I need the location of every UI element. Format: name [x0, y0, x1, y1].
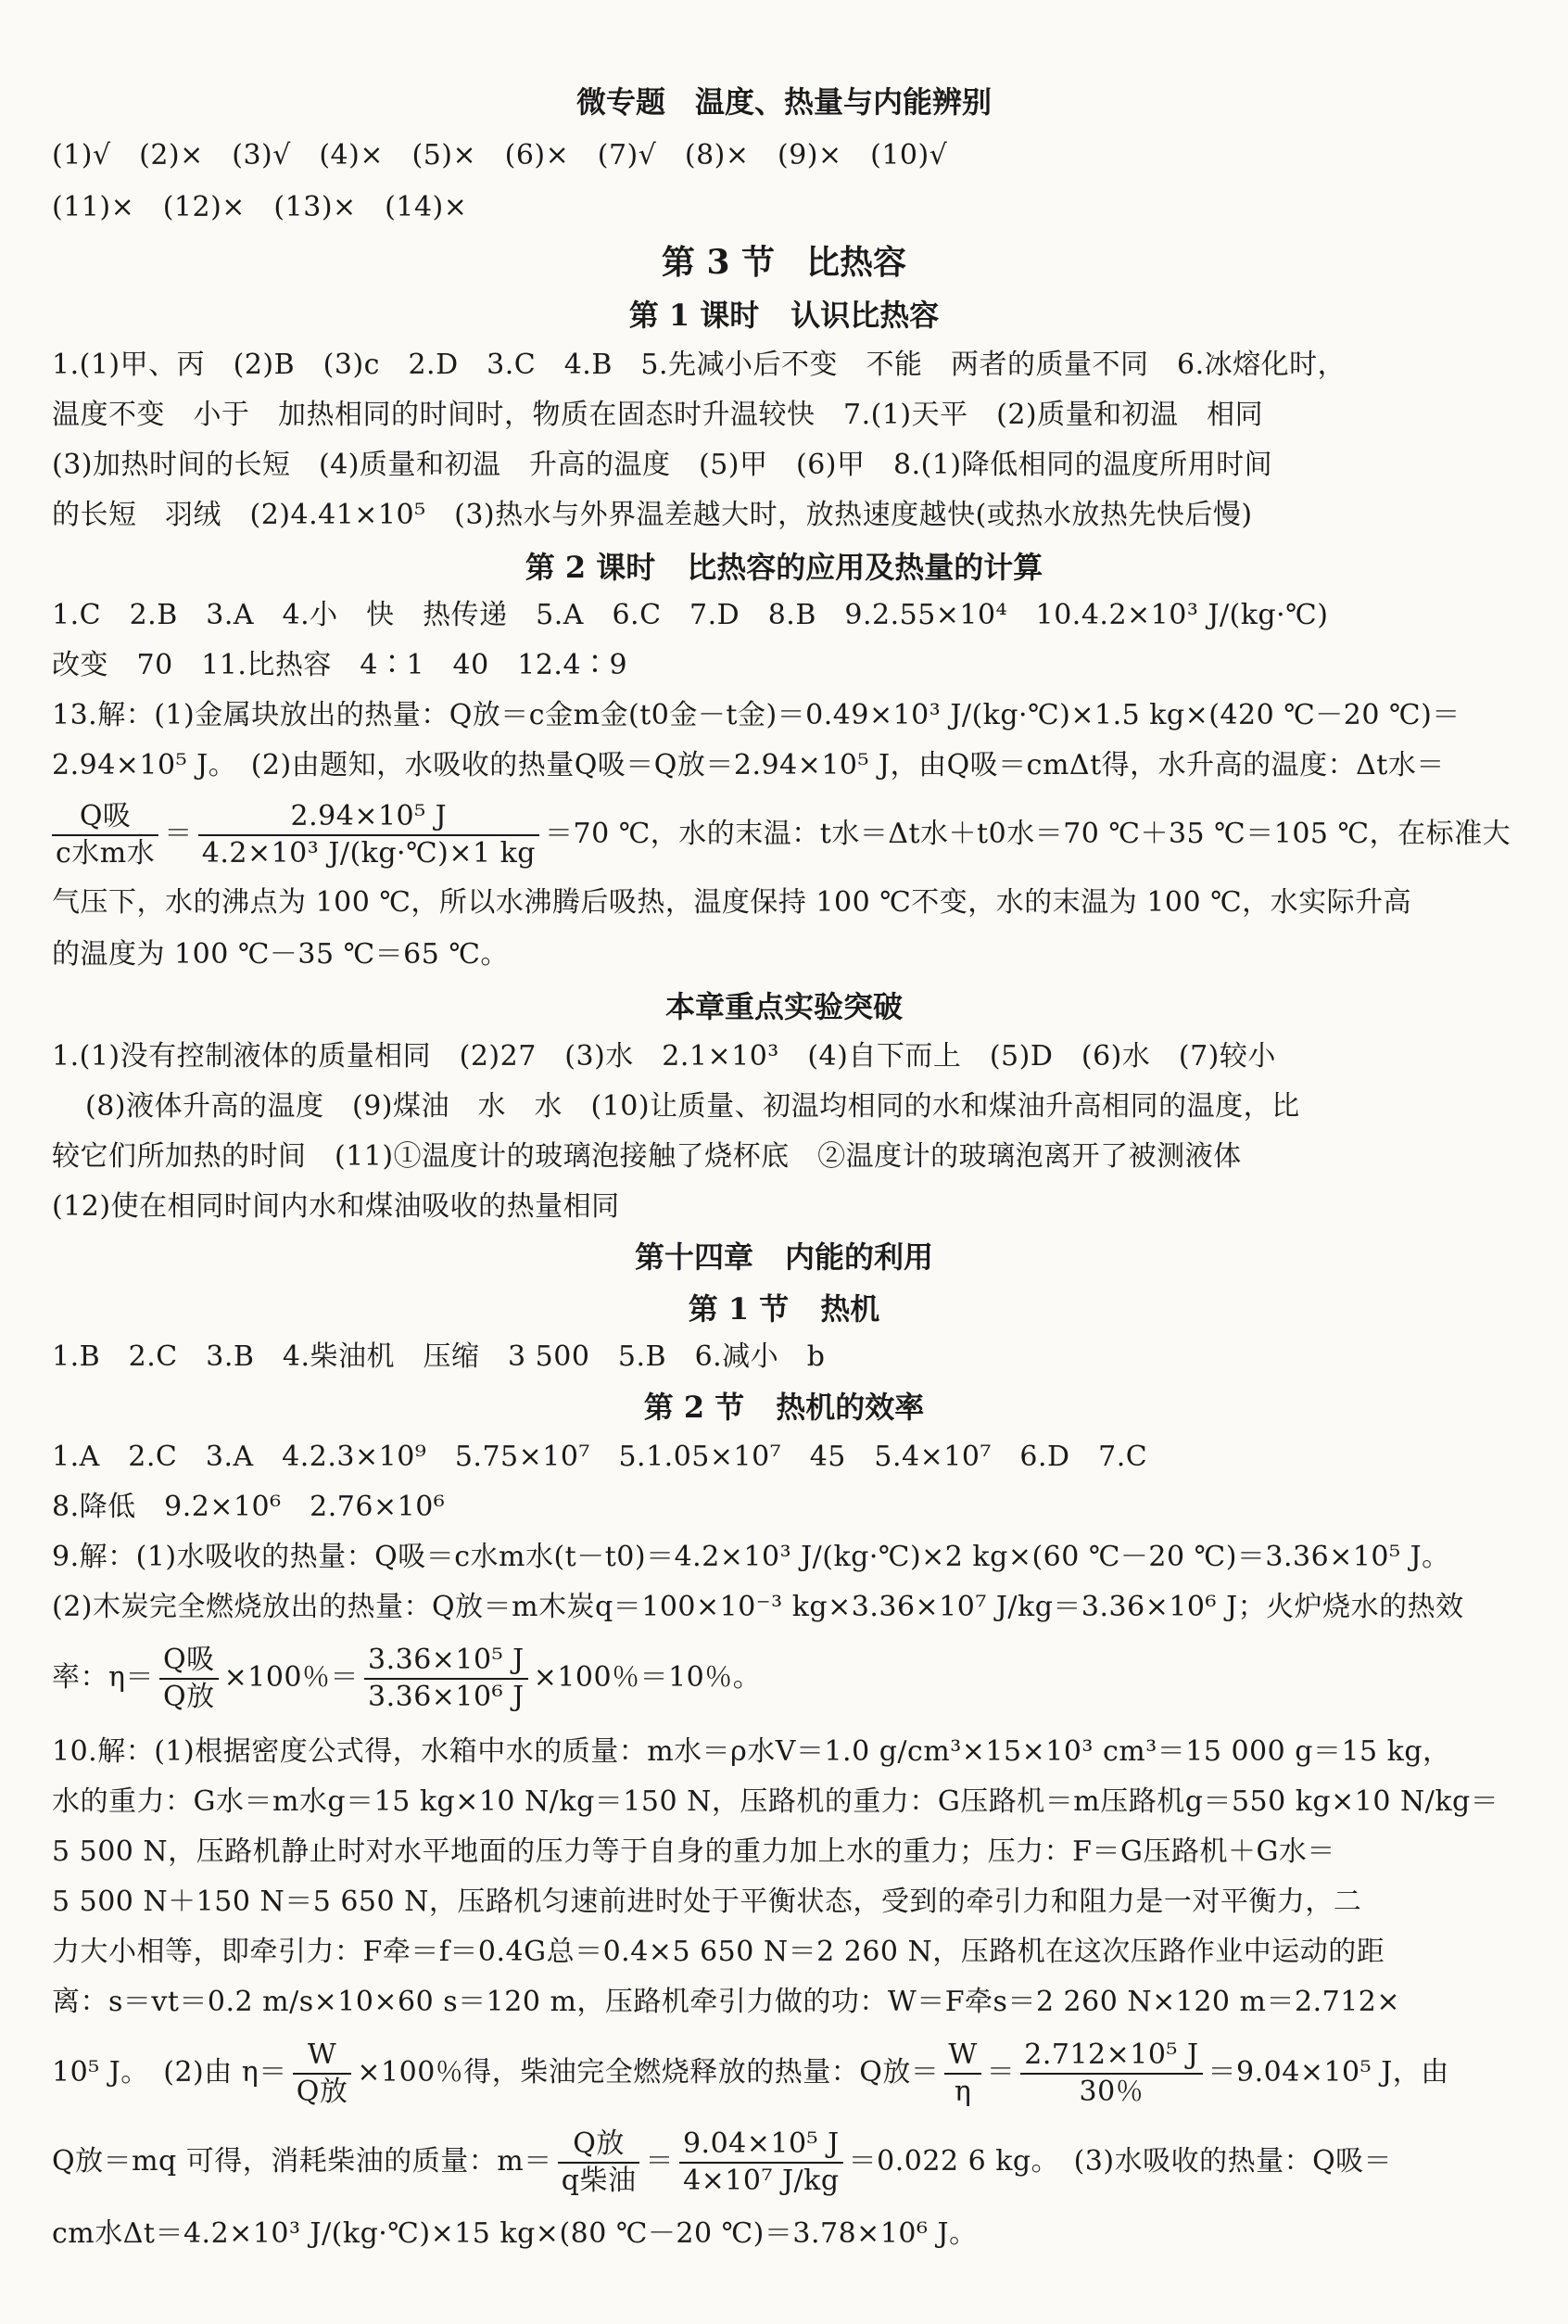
q9-fraction-line-tail: ×100％＝10％。	[533, 1661, 762, 1694]
ch14-section-1-name: 热机	[820, 1291, 880, 1327]
q13-fraction-2	[198, 799, 539, 871]
q13-fraction-2-denominator: 4.2×10³ J/(kg·℃)×1 kg	[201, 837, 536, 870]
experiment-line-4: (12)使在相同时间内水和煤油吸收的热量相同	[52, 1190, 620, 1223]
ch14-section-1-title	[0, 1289, 1568, 1329]
ch14-section-1-number: 第 1 节	[688, 1291, 790, 1327]
section-3-title	[0, 239, 1568, 286]
lesson-2-line-3: 13.解：(1)金属块放出的热量：Q放＝c金m金(t0金－t金)＝0.49×10³ J/(kg·℃)×1.5 kg×(420 ℃－20 ℃)＝	[52, 699, 1461, 731]
chapter-14-name: 内能的利用	[785, 1239, 934, 1275]
q13-fraction-line: $\frac{\text{Q吸}}{\text{c水m水}}$ ＝ $\frac{\text{2.94×10⁵ J}}{\text{4.2×10³ J/(kg·℃)×1 kg}}$ ＝70 ℃，水的末温：t水＝Δt水＋t0水＝70 ℃＋35 ℃＝105 ℃，在标准大	[52, 794, 1525, 875]
q10-line-3: 5 500 N，压路机静止时对水平地面的压力等于自身的重力加上水的重力；压力：F＝G压路机＋G水＝	[52, 1835, 1335, 1868]
experiment-title: 本章重点实验突破	[664, 989, 903, 1024]
lesson-1-title	[0, 295, 1568, 336]
q10a-fraction-2	[944, 2038, 980, 2110]
q10-fraction-line-1-eq: ＝	[986, 2056, 1016, 2089]
lesson-1-line-4: 的长短 羽绒 (2)4.41×10⁵ (3)热水与外界温差越大时，放热速度越快(或热水放热先快后慢)	[52, 499, 1253, 531]
q9-fraction-line-pre: 率：η＝	[52, 1661, 154, 1694]
chapter-14-number: 第十四章	[634, 1239, 753, 1275]
q10-fraction-line-2	[52, 2121, 1525, 2203]
ch14-section-2-number: 第 2 节	[643, 1390, 745, 1425]
q9-fraction-2-denominator: 3.36×10⁶ J	[368, 1681, 525, 1713]
lesson-2-number: 第 2 课时	[525, 550, 656, 585]
lesson-2-line-4: 2.94×10⁵ J。 (2)由题知，水吸收的热量Q吸＝Q放＝2.94×10⁵ J，由Q吸＝cmΔt得，水升高的温度：Δt水＝	[52, 749, 1445, 781]
lesson-2-name: 比热容的应用及热量的计算	[687, 550, 1043, 585]
q10b-fraction-1-numerator: Q放	[558, 2127, 640, 2164]
q10-line-4: 5 500 N＋150 N＝5 650 N，压路机匀速前进时处于平衡状态，受到的牵引力和阻力是一对平衡力，二	[52, 1886, 1362, 1918]
q10a-fraction-3-numerator: 2.712×10⁵ J	[1020, 2038, 1202, 2075]
q9-fraction-2	[364, 1643, 528, 1715]
q13-fraction-line-tail: ＝70 ℃，水的末温：t水＝Δt水＋t0水＝70 ℃＋35 ℃＝105 ℃，在标准大	[545, 818, 1511, 850]
q13-fraction-2-numerator: 2.94×10⁵ J	[198, 799, 539, 836]
lesson-2-line-1: 1.C 2.B 3.A 4.小 快 热传递 5.A 6.C 7.D 8.B 9.2.55×10⁴ 10.4.2×10³ J/(kg·℃)	[52, 599, 1329, 631]
q10-last-line: cm水Δt＝4.2×10³ J/(kg·℃)×15 kg×(80 ℃－20 ℃)＝3.78×10⁶ J。	[52, 2217, 978, 2250]
ch14-section-2-title	[0, 1387, 1568, 1428]
micro-answers-line-1: (1)√ (2)× (3)√ (4)× (5)× (6)× (7)√ (8)× (9)× (10)√	[52, 139, 948, 171]
ch14-section-1-answers: 1.B 2.C 3.B 4.柴油机 压缩 3 500 5.B 6.减小 b	[52, 1340, 826, 1373]
lesson-1-line-2: 温度不变 小于 加热相同的时间时，物质在固态时升温较快 7.(1)天平 (2)质量和初温 相同	[52, 399, 1264, 431]
q10-line-2: 水的重力：G水＝m水g＝15 kg×10 N/kg＝150 N，压路机的重力：G压路机＝m压路机g＝550 kg×10 N/kg＝	[52, 1785, 1499, 1818]
ch14-section-2-name: 热机的效率	[776, 1390, 925, 1425]
q13-fraction-1-numerator: Q吸	[52, 799, 158, 836]
lesson-1-line-3: (3)加热时间的长短 (4)质量和初温 升高的温度 (5)甲 (6)甲 8.(1)降低相同的温度所用时间	[52, 449, 1273, 481]
q9-fraction-1	[159, 1643, 219, 1715]
ch14-section-2-line-3: 9.解：(1)水吸收的热量：Q吸＝c水m水(t－t0)＝4.2×10³ J/(kg·℃)×2 kg×(60 ℃－20 ℃)＝3.36×10⁵ J。	[52, 1541, 1450, 1573]
lesson-2-line-6: 的温度为 100 ℃－35 ℃＝65 ℃。	[52, 938, 509, 971]
q10-fraction-line-1-tail: ＝9.04×10⁵ J，由	[1208, 2056, 1449, 2089]
q13-fraction-1	[52, 799, 158, 871]
section-3-number: 第 3 节	[661, 243, 776, 282]
experiment-line-3: 较它们所加热的时间 (11)①温度计的玻璃泡接触了烧杯底 ②温度计的玻璃泡离开了被测液体	[52, 1140, 1242, 1173]
q10-fraction-line-2-eq: ＝	[645, 2145, 674, 2178]
q10b-fraction-1	[558, 2127, 640, 2199]
lesson-1-line-1: 1.(1)甲、丙 (2)B (3)c 2.D 3.C 4.B 5.先减小后不变 不能 两者的质量不同 6.冰熔化时，	[52, 349, 1347, 381]
q10-fraction-line-2-tail: ＝0.022 6 kg。 (3)水吸收的热量：Q吸＝	[848, 2145, 1393, 2178]
lesson-2-title	[0, 547, 1568, 588]
section-3-name: 比热容	[806, 243, 907, 282]
q10a-fraction-1-denominator: Q放	[296, 2076, 348, 2108]
q10-fraction-line-1	[52, 2032, 1525, 2114]
q10-fraction-line-1-pre: 10⁵ J。 (2)由 η＝	[52, 2056, 287, 2089]
micro-answers-line-2: (11)× (12)× (13)× (14)×	[52, 191, 468, 223]
micro-topic-title: 微专题 温度、热量与内能辨别	[575, 84, 992, 120]
q10a-fraction-2-numerator: W	[944, 2038, 980, 2075]
q10b-fraction-2	[679, 2127, 843, 2199]
lesson-2-line-2: 改变 70 11.比热容 4∶1 40 12.4∶9	[52, 649, 628, 681]
q9-fraction-line	[52, 1637, 1525, 1719]
q10-fraction-line-2-pre: Q放＝mq 可得，消耗柴油的质量：m＝	[52, 2145, 552, 2178]
q9-fraction-line-mid: ×100％＝	[223, 1661, 359, 1694]
ch14-section-2-line-1: 1.A 2.C 3.A 4.2.3×10⁹ 5.75×10⁷ 5.1.05×10⁷ 45 5.4×10⁷ 6.D 7.C	[52, 1441, 1148, 1473]
ch14-section-2-line-4: (2)木炭完全燃烧放出的热量：Q放＝m木炭q＝100×10⁻³ kg×3.36×10⁷ J/kg＝3.36×10⁶ J；火炉烧水的热效	[52, 1591, 1464, 1623]
q10a-fraction-1	[293, 2038, 352, 2110]
experiment-line-2: (8)液体升高的温度 (9)煤油 水 水 (10)让质量、初温均相同的水和煤油升高相同的温度，比	[85, 1090, 1300, 1123]
q9-fraction-1-numerator: Q吸	[159, 1643, 219, 1680]
q10a-fraction-3-denominator: 30％	[1079, 2076, 1144, 2108]
q10-line-1: 10.解：(1)根据密度公式得，水箱中水的质量：m水＝ρ水V＝1.0 g/cm³×15×10³ cm³＝15 000 g＝15 kg，	[52, 1735, 1451, 1768]
ch14-section-2-line-2: 8.降低 9.2×10⁶ 2.76×10⁶	[52, 1491, 446, 1523]
lesson-1-number: 第 1 课时	[628, 298, 760, 333]
q10a-fraction-2-denominator: η	[954, 2076, 972, 2108]
q10a-fraction-3	[1020, 2038, 1202, 2110]
q10b-fraction-2-numerator: 9.04×10⁵ J	[679, 2127, 843, 2164]
q10-fraction-line-1-mid: ×100％得，柴油完全燃烧释放的热量：Q放＝	[357, 2056, 940, 2089]
q9-fraction-1-denominator: Q放	[162, 1681, 215, 1713]
chapter-14-title	[0, 1237, 1568, 1277]
q10-line-5: 力大小相等，即牵引力：F牵＝f＝0.4G总＝0.4×5 650 N＝2 260 N，压路机在这次压路作业中运动的距	[52, 1936, 1385, 1968]
lesson-1-name: 认识比热容	[790, 298, 940, 333]
lesson-2-line-5: 气压下，水的沸点为 100 ℃，所以水沸腾后吸热，温度保持 100 ℃不变，水的末温为 100 ℃，水实际升高	[52, 886, 1412, 919]
q10-line-6: 离：s＝vt＝0.2 m/s×10×60 s＝120 m，压路机牵引力做的功：W＝F牵s＝2 260 N×120 m＝2.712×	[52, 1986, 1401, 2018]
q9-fraction-2-numerator: 3.36×10⁵ J	[364, 1643, 528, 1680]
q10a-fraction-1-numerator: W	[293, 2038, 352, 2075]
q10b-fraction-2-denominator: 4×10⁷ J/kg	[683, 2165, 840, 2197]
experiment-line-1: 1.(1)没有控制液体的质量相同 (2)27 (3)水 2.1×10³ (4)自下而上 (5)D (6)水 (7)较小	[52, 1040, 1276, 1073]
q13-fraction-1-denominator: c水m水	[56, 837, 156, 870]
q10b-fraction-1-denominator: q柴油	[561, 2165, 637, 2197]
